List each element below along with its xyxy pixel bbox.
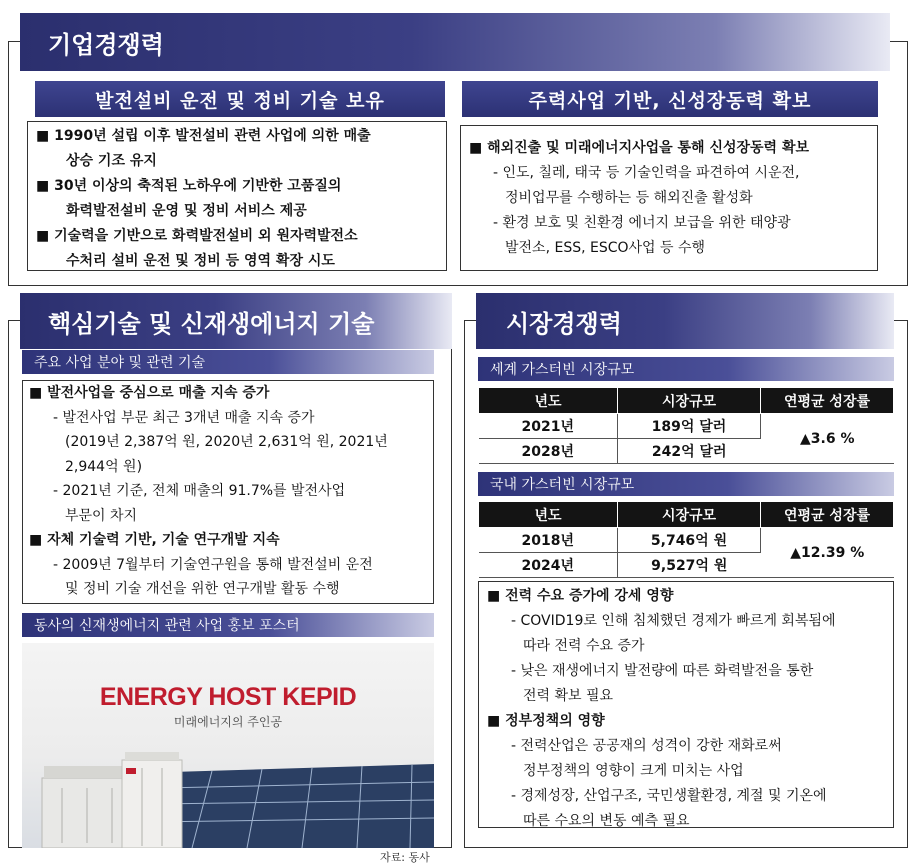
sub-item: - 발전사업 부문 최근 3개년 매출 지속 증가 — [53, 409, 315, 426]
sub-item: - 전력산업은 공공재의 성격이 강한 재화로써 — [511, 738, 782, 754]
market-content-box — [478, 581, 894, 828]
sub-item-cont: 정부정책의 영향이 크게 미치는 사업 — [523, 763, 744, 779]
solar-panel-icon — [142, 764, 434, 848]
list-item-cont: 화력발전설비 운영 및 정비 서비스 제공 — [66, 203, 307, 219]
sub-item-cont: (2019년 2,387억 원, 2020년 2,631억 원, 2021년 — [65, 434, 388, 450]
col-cagr: 연평균 성장률 — [761, 502, 894, 528]
poster-bar: 동사의 신재생에너지 관련 사업 홍보 포스터 — [22, 613, 434, 637]
major-business-bar: 주요 사업 분야 및 관련 기술 — [22, 350, 434, 374]
list-item: ■ 기술력을 기반으로 화력발전설비 외 원자력발전소 — [36, 228, 358, 244]
sub-item-cont: 부문이 차지 — [65, 507, 138, 524]
col-size: 시장규모 — [618, 388, 761, 414]
poster-title: ENERGY HOST KEPID — [99, 683, 357, 711]
list-item: ■ 발전사업을 중심으로 매출 지속 증가 — [29, 385, 270, 401]
sub-item-cont: 따라 전력 수요 증가 — [523, 638, 645, 654]
col-year: 년도 — [479, 502, 618, 528]
list-item-cont: 상승 기조 유지 — [66, 153, 157, 169]
sub-item: - 낮은 재생에너지 발전량에 따른 화력발전을 통한 — [511, 663, 814, 679]
core-content-box — [22, 380, 434, 604]
sub-item: - 환경 보호 및 친환경 에너지 보급을 위한 태양광 — [493, 215, 791, 231]
sub-item-cont: 2,944억 원) — [65, 458, 143, 475]
right-content-box — [460, 125, 878, 271]
domestic-market-table — [478, 501, 894, 578]
market-title: 시장경쟁력 — [476, 293, 894, 349]
sub-item: - COVID19로 인해 침체했던 경제가 빠르게 회복됨에 — [511, 613, 836, 629]
col-cagr: 연평균 성장률 — [761, 388, 894, 414]
corporate-competitiveness-title: 기업경쟁력 — [20, 13, 890, 71]
ess-container-icon — [42, 752, 182, 848]
col-size: 시장규모 — [618, 502, 761, 528]
sub-item-cont: 정비업무를 수행하는 등 해외진출 활성화 — [505, 190, 753, 206]
solar-plant-illustration — [22, 738, 434, 848]
left-content-box — [27, 121, 447, 271]
sub-item: - 인도, 칠레, 태국 등 기술인력을 파견하여 시운전, — [493, 165, 800, 181]
sub-item: - 2021년 기준, 전체 매출의 91.7%를 발전사업 — [53, 483, 346, 499]
sub-item-cont: 발전소, ESS, ESCO사업 등 수행 — [505, 240, 706, 256]
sub-item-cont: 따른 수요의 변동 예측 필요 — [523, 813, 690, 829]
core-tech-title: 핵심기술 및 신재생에너지 기술 — [20, 293, 452, 349]
poster-subtitle: 미래에너지의 주인공 — [173, 715, 283, 729]
table-row: 2024년 9,527억 원 — [479, 553, 894, 578]
source-footer: 자료: 동사 — [380, 851, 430, 864]
list-item: ■ 자체 기술력 기반, 기술 연구개발 지속 — [29, 532, 280, 548]
col-year: 년도 — [479, 388, 618, 414]
list-item-cont: 수처리 설비 운전 및 정비 등 영역 확장 시도 — [66, 253, 335, 269]
world-cagr-cell: ▲3.6 % — [761, 414, 894, 464]
sub-item: - 2009년 7월부터 기술연구원을 통해 발전설비 운전 — [53, 556, 373, 573]
world-gas-turbine-bar: 세계 가스터빈 시장규모 — [478, 357, 894, 381]
list-item: ■ 1990년 설립 이후 발전설비 관련 사업에 의한 매출 — [36, 128, 371, 144]
table-row: 2021년 189억 달러 ▲3.6 % — [479, 414, 894, 439]
promo-poster-image — [22, 643, 434, 848]
sub-item: - 경제성장, 산업구조, 국민생활환경, 계절 및 기온에 — [511, 788, 827, 804]
sub-item-cont: 및 정비 기술 개선을 위한 연구개발 활동 수행 — [65, 581, 340, 597]
domestic-cagr-cell: ▲12.39 % — [761, 528, 894, 578]
world-market-table — [478, 387, 894, 464]
list-item: ■ 전력 수요 증가에 강세 영향 — [487, 588, 674, 604]
table-row: 2028년 242억 달러 — [479, 439, 894, 464]
right-heading-bar: 주력사업 기반, 신성장동력 확보 — [462, 81, 878, 117]
table-row: 2018년 5,746억 원 ▲12.39 % — [479, 528, 894, 553]
domestic-gas-turbine-bar: 국내 가스터빈 시장규모 — [478, 472, 894, 496]
left-heading-bar: 발전설비 운전 및 정비 기술 보유 — [35, 81, 445, 117]
list-item: ■ 30년 이상의 축적된 노하우에 기반한 고품질의 — [36, 178, 342, 194]
list-item: ■ 정부정책의 영향 — [487, 713, 605, 729]
list-item: ■ 해외진출 및 미래에너지사업을 통해 신성장동력 확보 — [469, 140, 809, 156]
sub-item-cont: 전력 확보 필요 — [523, 688, 614, 704]
